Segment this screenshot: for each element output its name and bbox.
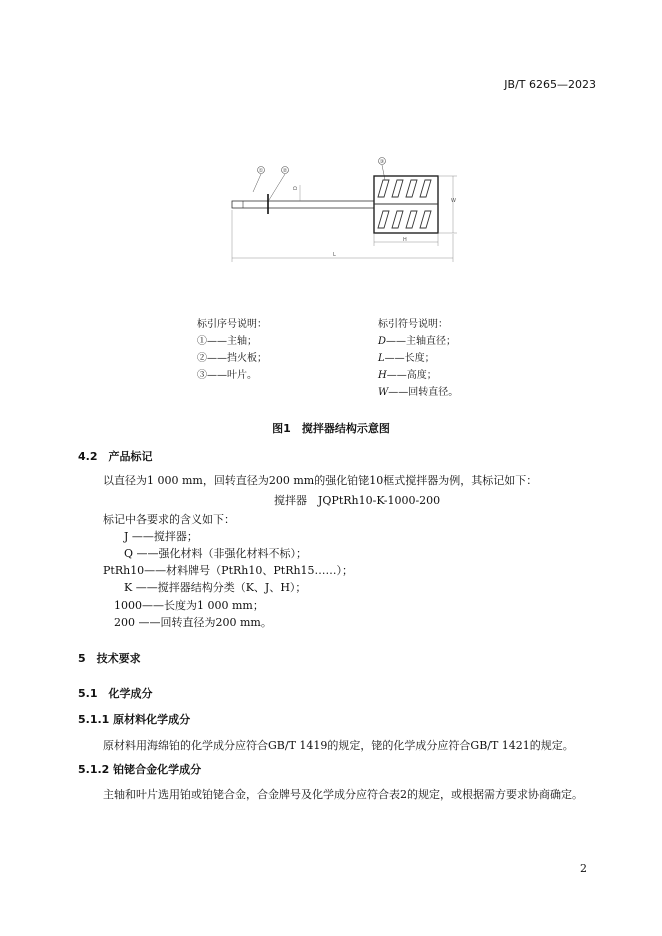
legend-symbol-item: H——高度； [378,370,437,381]
svg-text:②: ② [282,168,288,174]
legend-symbol-item: W——回转直径。 [378,387,459,398]
section-5-1-1-heading: 5.1.1 原材料化学成分 [78,713,191,726]
mark-item-j: J ——搅拌器； [124,530,198,543]
section-5-heading: 5 技术要求 [78,652,141,665]
svg-text:③: ③ [379,159,385,165]
mark-item-q: Q ——强化材料（非强化材料不标）； [124,547,308,560]
blade-frame [374,176,438,233]
mark-item-k: K ——搅拌器结构分类（K、J、H）； [124,581,307,594]
legend-symbol-item: L——长度； [378,353,435,364]
meaning-intro: 标记中各要求的含义如下： [103,513,235,526]
section-5-1-2-heading: 5.1.2 铂铑合金化学成分 [78,763,202,776]
legend-symbol-item: D——主轴直径； [378,336,457,347]
product-mark: 搅拌器 JQPtRh10-K-1000-200 [274,494,441,507]
stirrer-diagram [225,150,465,268]
section-5-1-2-text: 主轴和叶片选用铂或铂铑合金，合金牌号及化学成分应符合表2的规定，或根据需方要求协商确定。 [103,788,583,801]
mark-item-ptrh10: PtRh10——材料牌号（PtRh10、PtRh15……）； [103,564,354,577]
legend-index-item: ①——主轴； [197,336,257,347]
svg-text:①: ① [258,168,264,174]
figure-caption: 图1 搅拌器结构示意图 [272,422,390,435]
legend-symbols [378,316,458,401]
dim-H: H [403,237,407,243]
section-5-1-heading: 5.1 化学成分 [78,687,153,700]
mark-item-1000: 1000——长度为1 000 mm； [114,599,264,612]
dim-L: L [333,252,336,258]
mark-item-200: 200 ——回转直径为200 mm。 [114,616,272,629]
legend-index-item: ②——挡火板； [197,353,267,364]
legend-index [197,316,267,384]
page-number: 2 [580,862,587,875]
dim-W: W [451,198,456,204]
callout-1 [253,167,265,193]
dim-D: D [293,186,299,190]
legend-index-item: ③——叶片。 [197,370,257,381]
doc-code: JB/T 6265—2023 [504,78,596,91]
legend-index-title: 标引序号说明： [197,319,267,330]
main-shaft [232,201,374,208]
section-4-2-heading: 4.2 产品标记 [78,450,153,463]
section-4-2-intro: 以直径为1 000 mm，回转直径为200 mm的强化铂铑10框式搅拌器为例，其标记如下： [103,474,538,487]
legend-symbols-title: 标引符号说明： [378,319,448,330]
section-5-1-1-text: 原材料用海绵铂的化学成分应符合GB/T 1419的规定，铑的化学成分应符合GB/T 1421的规定。 [103,739,574,752]
callout-2 [269,167,289,201]
